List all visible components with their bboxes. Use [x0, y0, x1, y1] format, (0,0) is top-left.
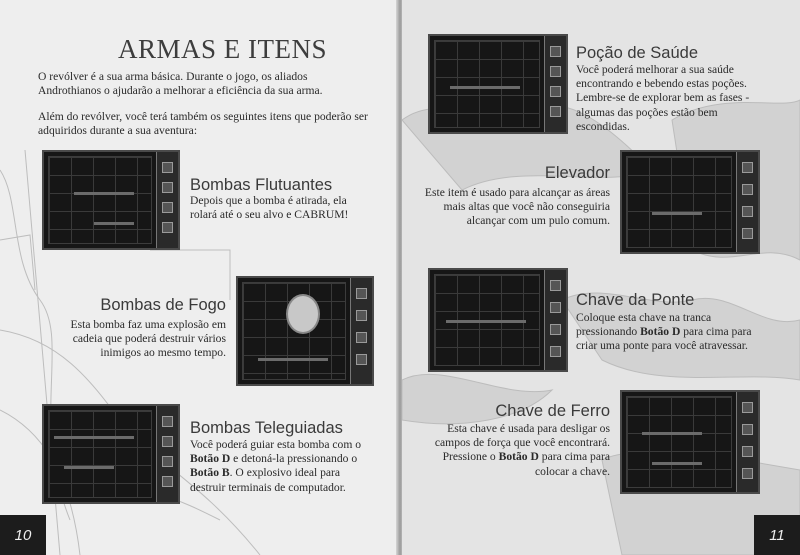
key-label: Botão B [190, 466, 230, 480]
floating-bombs-screenshot [42, 150, 180, 250]
fire-bombs-description: Esta bomba faz uma explosão em cadeia que poderá destruir vários inimigos ao mesmo tempo. [70, 318, 226, 360]
right-page [402, 0, 800, 555]
key-label: Botão D [498, 450, 539, 464]
key-label: Botão D [640, 325, 681, 339]
elevator-screenshot [620, 150, 760, 254]
page-number-right: 11 [754, 515, 800, 555]
health-potion-description: Você poderá melhorar a sua saúde encontrando e bebendo estas poções. Lembre-se de explorar bem as fases - algumas das poções estão bem escondidas. [576, 63, 750, 133]
elevator-description: Este item é usado para alcançar as áreas mais altas que você não conseguiria alcançar com um pulo comum. [424, 186, 610, 228]
iron-key-heading: Chave de Ferro [495, 402, 610, 420]
guided-bombs-description: Você poderá guiar esta bomba com o Botão D e detoná-la pressionando o Botão B. O explosivo ideal para destruir terminais de computador. [190, 438, 362, 494]
iron-key-screenshot [620, 390, 760, 494]
bridge-key-heading: Chave da Ponte [576, 291, 695, 309]
health-potion-screenshot [428, 34, 568, 134]
health-potion-heading: Poção de Saúde [576, 44, 699, 62]
elevator-heading: Elevador [544, 164, 610, 182]
intro-paragraph-2: Além do revólver, você terá também os seguintes itens que poderão ser adquiridos durante a sua aventura: [38, 110, 368, 138]
fire-bombs-heading: Bombas de Fogo [100, 296, 226, 314]
bridge-key-description: Coloque esta chave na tranca pressionando Botão D para cima para criar uma ponte para você atravessar. [576, 311, 752, 353]
key-label: Botão D [190, 452, 231, 466]
floating-bombs-heading: Bombas Flutuantes [190, 176, 333, 194]
left-page [0, 0, 398, 555]
bridge-key-screenshot [428, 268, 568, 372]
floating-bombs-description: Depois que a bomba é atirada, ela rolará até o seu alvo e CABRUM! [190, 194, 349, 222]
iron-key-description: Esta chave é usada para desligar os campos de força que você encontrará. Pressione o Botão D para cima para colocar a chave. [434, 422, 610, 478]
page-number-left: 10 [0, 515, 46, 555]
fire-bombs-screenshot [236, 276, 374, 386]
guided-bombs-heading: Bombas Teleguiadas [190, 419, 343, 437]
page-title: ARMAS E ITENS [118, 34, 328, 64]
guided-bombs-screenshot [42, 404, 180, 504]
intro-paragraph-1: O revólver é a sua arma básica. Durante o jogo, os aliados Androthianos o ajudarão a melhorar a eficiência da sua arma. [38, 70, 323, 98]
